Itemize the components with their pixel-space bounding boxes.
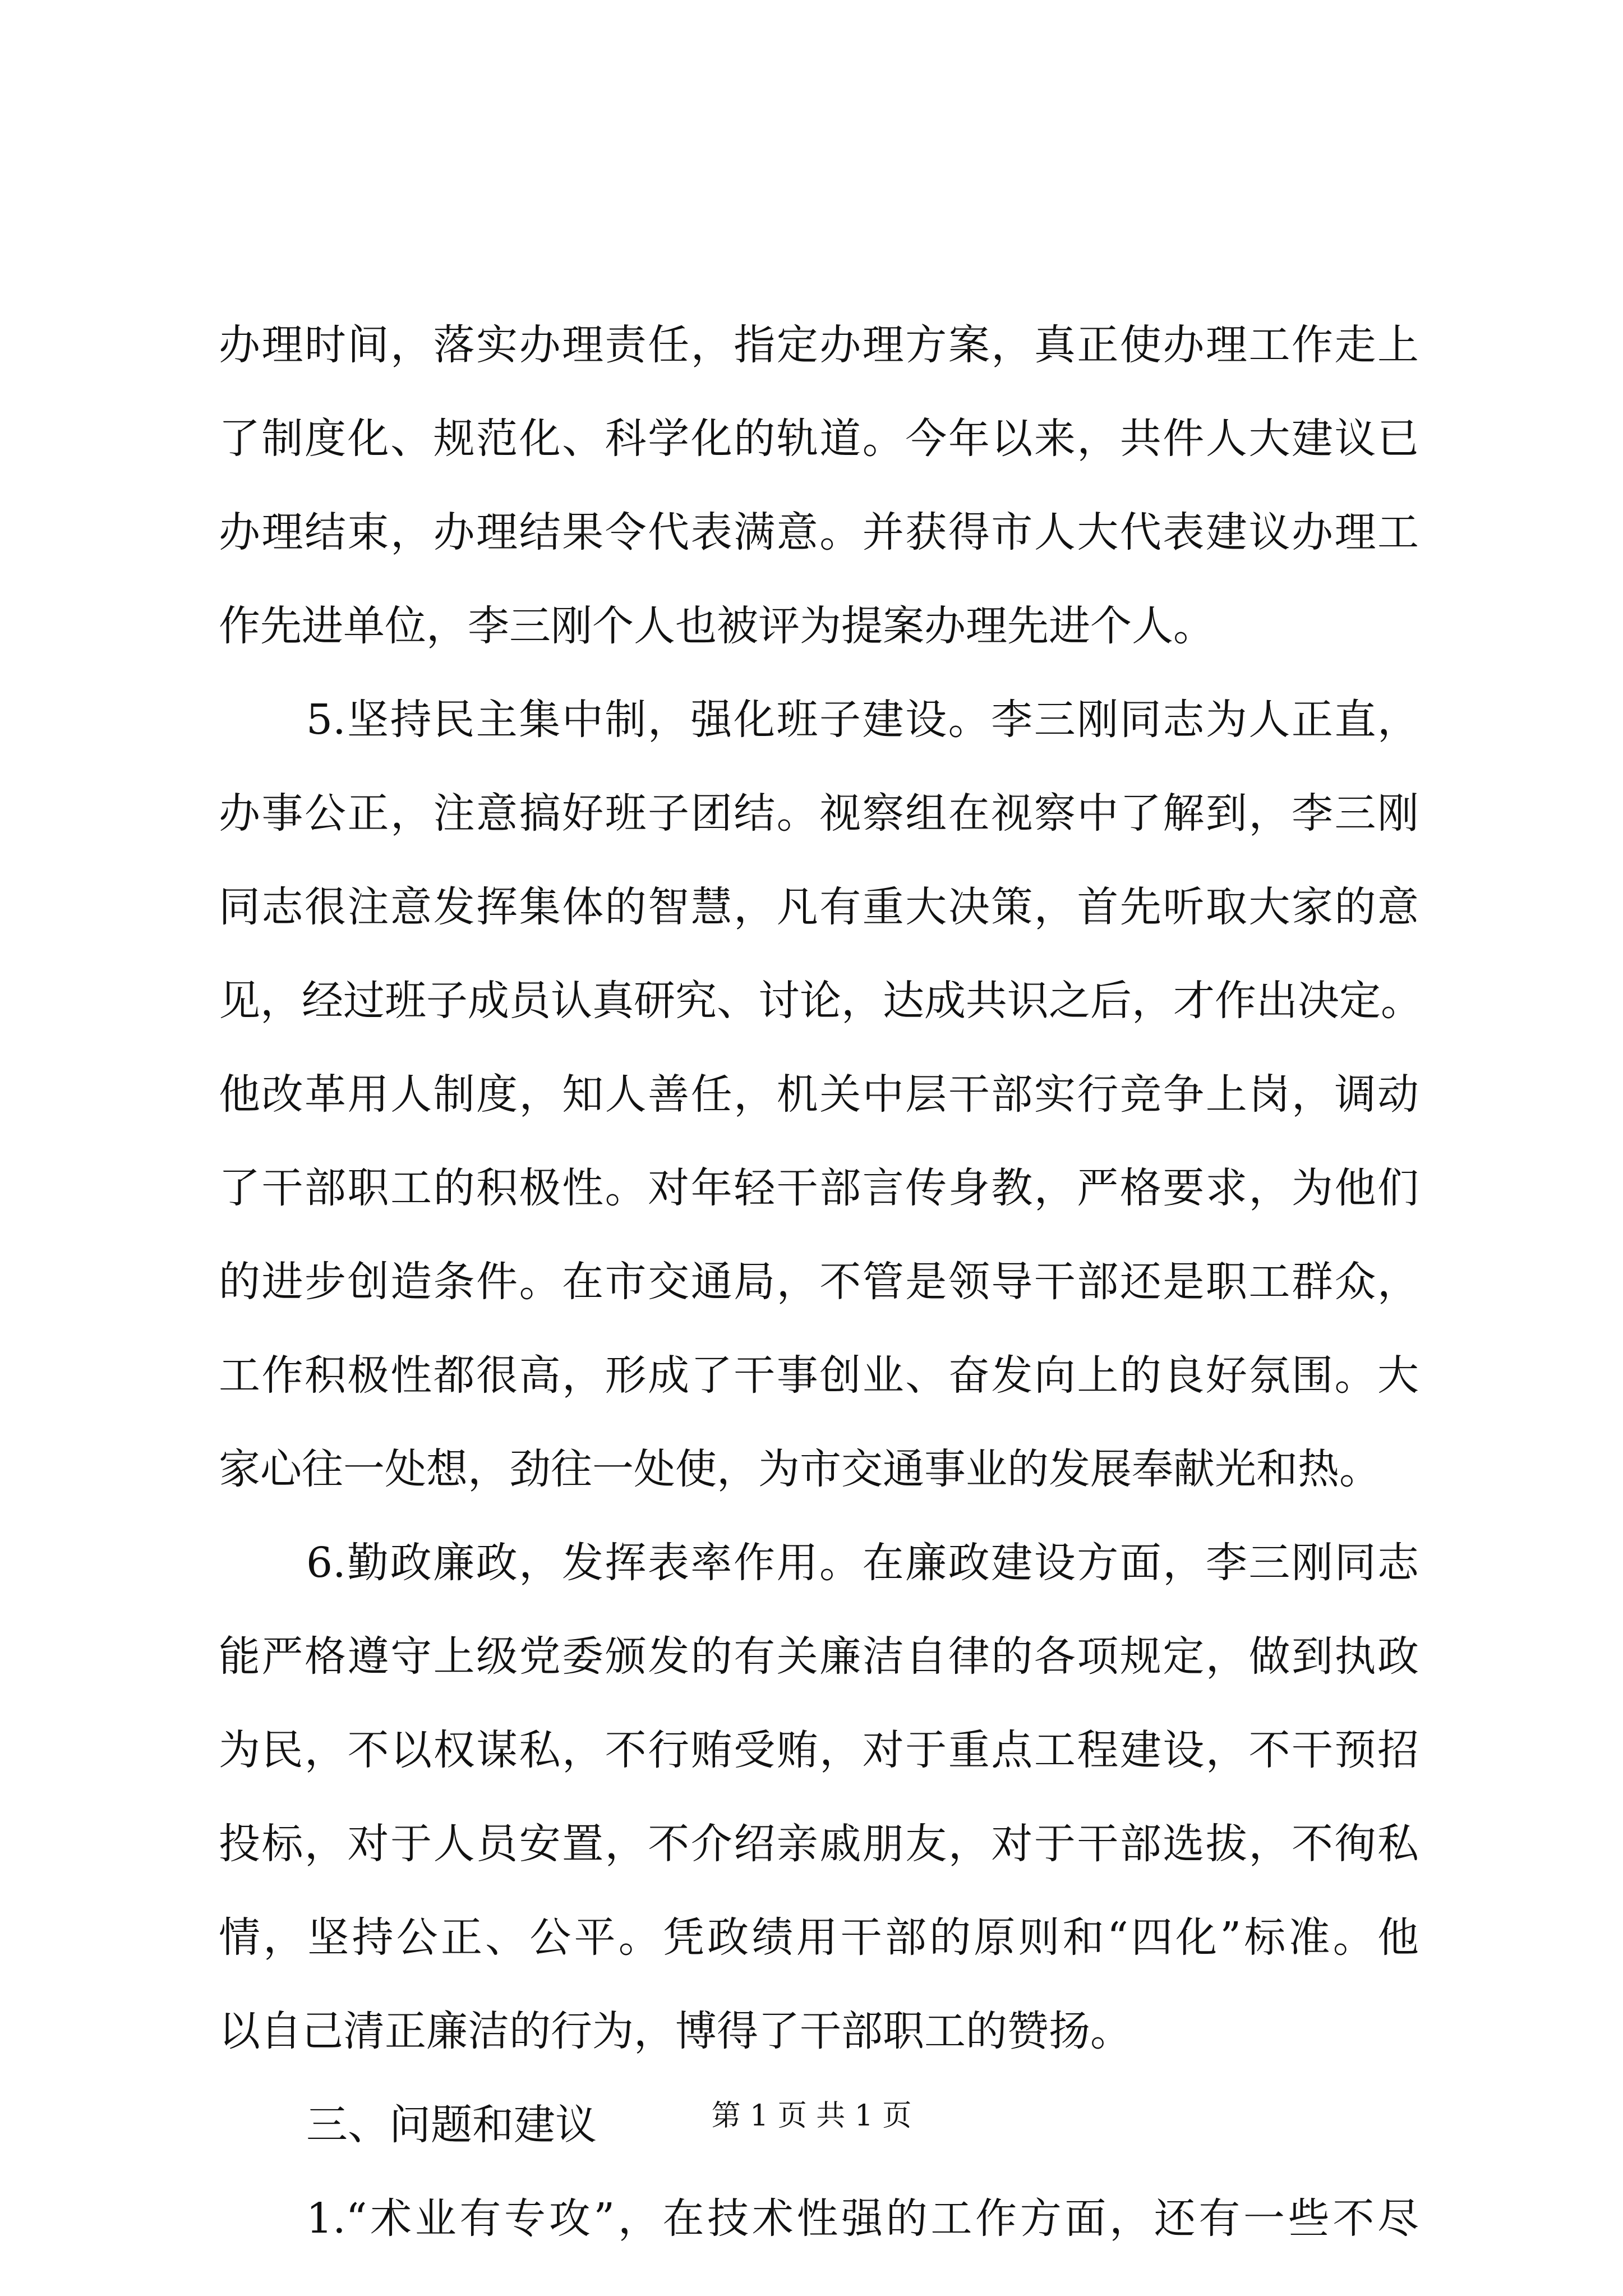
text-line: 投标，对于人员安置，不介绍亲戚朋友，对于干部选拔，不徇私 — [219, 1820, 1419, 1868]
text-line: 见，经过班子成员认真研究、讨论，达成共识之后，才作出决定。 — [219, 977, 1422, 1025]
text-line: 办理结束，办理结果令代表满意。并获得市人大代表建议办理工 — [219, 508, 1419, 556]
text-line: 了制度化、规范化、科学化的轨道。今年以来，共件人大建议已 — [219, 415, 1419, 463]
text-line: 同志很注意发挥集体的智慧，凡有重大决策，首先听取大家的意 — [219, 883, 1419, 931]
text-line: 他改革用人制度，知人善任，机关中层干部实行竞争上岗，调动 — [219, 1070, 1419, 1119]
text-line: 办事公正，注意搞好班子团结。视察组在视察中了解到，李三刚 — [219, 789, 1419, 838]
text-line: 了干部职工的积极性。对年轻干部言传身教，严格要求，为他们 — [219, 1164, 1419, 1212]
text-line: 以自己清正廉洁的行为，博得了干部职工的赞扬。 — [219, 2007, 1132, 2055]
paragraph-6-start: 6.勤政廉政，发挥表率作用。在廉政建设方面，李三刚同志 — [306, 1539, 1419, 1587]
page-footer: 第 1 页 共 1 页 — [711, 2099, 912, 2133]
section-heading: 三、问题和建议 — [306, 2101, 597, 2149]
text-line: 为民，不以权谋私，不行贿受贿，对于重点工程建设，不干预招 — [219, 1726, 1419, 1774]
text-line: 作先进单位，李三刚个人也被评为提案办理先进个人。 — [219, 602, 1215, 650]
text-line: 办理时间，落实办理责任，指定办理方案，真正使办理工作走上 — [219, 321, 1419, 369]
text-line: 工作积极性都很高，形成了干事创业、奋发向上的良好氛围。大 — [219, 1351, 1419, 1400]
text-line: 家心往一处想，劲往一处使，为市交通事业的发展奉献光和热。 — [219, 1445, 1381, 1493]
paragraph-5-start: 5.坚持民主集中制，强化班子建设。李三刚同志为人正直， — [306, 696, 1419, 744]
document-body — [219, 298, 1422, 2266]
text-line: 能严格遵守上级党委颁发的有关廉洁自律的各项规定，做到执政 — [219, 1632, 1419, 1681]
paragraph-problem-1-start: 1.“术业有专攻”，在技术性强的工作方面，还有一些不尽 — [306, 2194, 1419, 2243]
text-line: 的进步创造条件。在市交通局，不管是领导干部还是职工群众， — [219, 1258, 1419, 1306]
text-line: 情，坚持公正、公平。凭政绩用干部的原则和“四化”标准。他 — [219, 1913, 1419, 1962]
